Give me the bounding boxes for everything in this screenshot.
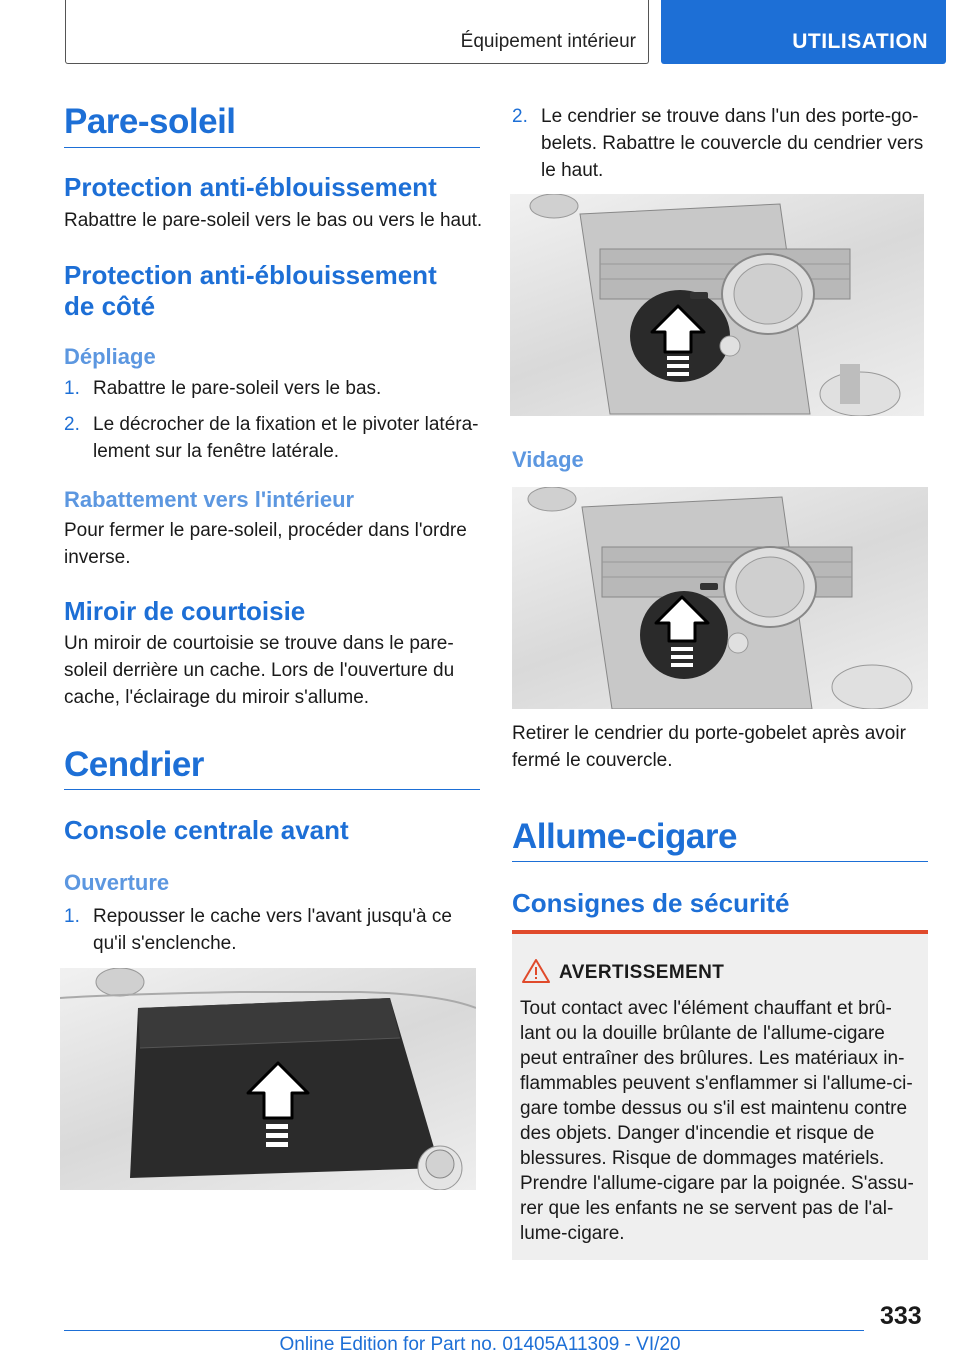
heading-vidage: Vidage	[512, 447, 584, 472]
text-line: Pour fermer le pare-soleil, procéder dans l'ordre	[64, 520, 467, 541]
step-text: Rabattre le pare-soleil vers le bas.	[93, 378, 382, 399]
console-cover-drawing	[60, 968, 476, 1190]
heading-console: Console centrale avant	[64, 815, 349, 845]
heading-ouverture: Ouverture	[64, 870, 170, 895]
step-number: 1.	[64, 906, 80, 927]
ashtray-open-drawing	[510, 194, 924, 416]
page-number: 333	[880, 1302, 922, 1330]
warning-text	[520, 996, 926, 1246]
step-text-line: le haut.	[541, 160, 604, 181]
text-line: des objets. Danger d'incendie et risque de	[520, 1123, 875, 1144]
text-line: Retirer le cendrier du porte-gobelet après avoir	[512, 723, 906, 744]
text-line: Un miroir de courtoisie se trouve dans le pare-	[64, 633, 454, 654]
heading-rabattement: Rabattement vers l'intérieur	[64, 487, 355, 512]
text-line: inverse.	[64, 547, 131, 568]
step-text	[93, 411, 483, 465]
heading-protection-cote	[64, 260, 437, 322]
step-number: 1.	[64, 378, 80, 399]
heading-allume-cigare: Allume-cigare	[512, 817, 737, 856]
footer-edition: Online Edition for Part no. 01405A11309 - VI/20	[279, 1334, 681, 1355]
paragraph-miroir	[64, 630, 454, 711]
console-cover-illustration	[60, 968, 476, 1190]
section-title: UTILISATION	[792, 30, 928, 53]
text-line: flammables peuvent s'enflammer si l'allume-ci-	[520, 1073, 913, 1094]
paragraph-vidage	[512, 720, 906, 774]
ashtray-removal-drawing	[512, 487, 928, 709]
text-line: peut entraîner des brûlures. Les matériaux in-	[520, 1048, 905, 1069]
chapter-title: Équipement intérieur	[460, 31, 636, 52]
step-text-line: Le cendrier se trouve dans l'un des porte-go-	[541, 106, 919, 127]
text-line: gare tombe dessus ou s'il est maintenu contre	[520, 1098, 908, 1119]
text-line: cache, l'éclairage du miroir s'allume.	[64, 687, 370, 708]
paragraph-protection: Rabattre le pare-soleil vers le bas ou vers le haut.	[64, 210, 483, 231]
heading-rule	[512, 861, 928, 862]
heading-pare-soleil: Pare-soleil	[64, 102, 236, 141]
warning-box	[512, 930, 928, 1260]
warning-title: AVERTISSEMENT	[559, 962, 725, 983]
text-line: soleil derrière un cache. Lors de l'ouverture du	[64, 660, 455, 681]
text-line: Tout contact avec l'élément chauffant et brû-	[520, 998, 892, 1019]
ashtray-open-illustration	[510, 194, 924, 416]
heading-protection: Protection anti-éblouissement	[64, 172, 437, 202]
step-text-line: Repousser le cache vers l'avant jusqu'à ce	[93, 906, 452, 927]
text-line: blessures. Risque de dommages matériels.	[520, 1148, 885, 1169]
heading-depliage: Dépliage	[64, 344, 156, 369]
text-line: rer que les enfants ne se servent pas de l'al-	[520, 1198, 894, 1219]
footer-rule	[64, 1330, 864, 1331]
heading-miroir: Miroir de courtoisie	[64, 596, 306, 626]
heading-protection-cote-line-1: Protection anti-éblouissement	[64, 260, 437, 290]
text-line: Prendre l'allume-cigare par la poignée. S'assu-	[520, 1173, 914, 1194]
text-line: lant ou la douille brûlante de l'allume-cigare	[520, 1023, 885, 1044]
step-text-line: belets. Rabattre le couvercle du cendrier vers	[541, 133, 924, 154]
heading-rule	[64, 789, 480, 790]
heading-rule	[64, 147, 480, 148]
heading-protection-cote-line-2: de côté	[64, 291, 156, 321]
text-line: lume-cigare.	[520, 1223, 625, 1244]
step-number: 2.	[512, 106, 528, 127]
step-number: 2.	[64, 414, 80, 435]
step-text	[93, 903, 483, 957]
step-text-line: Le décrocher de la fixation et le pivoter latéra-	[93, 414, 479, 435]
text-line: fermé le couvercle.	[512, 750, 673, 771]
heading-cendrier: Cendrier	[64, 745, 204, 784]
warning-triangle-icon	[522, 958, 550, 984]
chapter-tab	[65, 0, 649, 64]
section-tab	[661, 0, 946, 64]
ashtray-removal-illustration	[512, 487, 928, 709]
paragraph-rabattement	[64, 517, 467, 571]
heading-consignes: Consignes de sécurité	[512, 888, 790, 918]
step-text-line: qu'il s'enclenche.	[93, 933, 237, 954]
step-text	[541, 103, 931, 184]
step-text-line: lement sur la fenêtre latérale.	[93, 441, 340, 462]
